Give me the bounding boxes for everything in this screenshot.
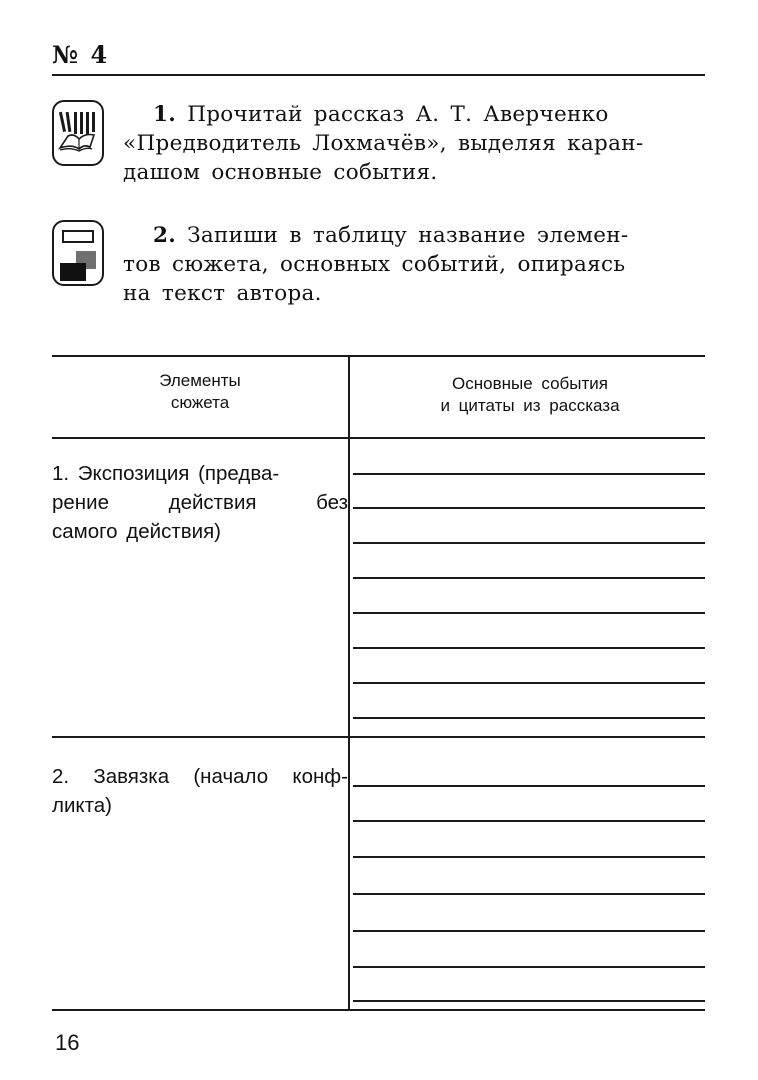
table-top-border xyxy=(52,355,705,357)
answer-line-1-6[interactable] xyxy=(353,647,705,649)
header-plot-elements: Элементы сюжета xyxy=(159,371,241,412)
table-header-bottom-border xyxy=(52,437,705,439)
answer-line-1-2[interactable] xyxy=(353,507,705,509)
answer-line-1-7[interactable] xyxy=(353,682,705,684)
table-bottom-border xyxy=(52,1009,705,1011)
answer-line-1-4[interactable] xyxy=(353,577,705,579)
answer-line-2-4[interactable] xyxy=(353,893,705,895)
answer-line-2-6[interactable] xyxy=(353,966,705,968)
task-2-number: 2. xyxy=(153,223,177,248)
header-rule xyxy=(52,74,705,76)
answer-line-2-1[interactable] xyxy=(353,785,705,787)
read-book-icon xyxy=(52,100,104,166)
table-column-divider xyxy=(348,355,350,1011)
answer-line-1-8[interactable] xyxy=(353,717,705,719)
answer-line-2-5[interactable] xyxy=(353,930,705,932)
task-2-text: 2. Запиши в таблицу название элемен- тов сюжета, основных событий, опираясь на текст автора. xyxy=(123,223,629,306)
page-number: 16 xyxy=(55,1030,80,1055)
answer-line-2-7[interactable] xyxy=(353,1000,705,1002)
task-1-text: 1. Прочитай рассказ А. Т. Аверченко «Предводитель Лохмачёв», выделяя каран- дашом основные события. xyxy=(123,102,644,185)
answer-line-1-1[interactable] xyxy=(353,473,705,475)
row-divider xyxy=(52,736,705,738)
answer-line-1-5[interactable] xyxy=(353,612,705,614)
header-main-events: Основные события и цитаты из рассказа xyxy=(440,374,620,415)
answer-line-2-3[interactable] xyxy=(353,856,705,858)
row-1-label: 1. Экспозиция (предва- рение действия без самого действия) xyxy=(52,462,348,543)
task-1-number: 1. xyxy=(153,102,177,127)
write-table-icon xyxy=(52,220,104,286)
answer-line-1-3[interactable] xyxy=(353,542,705,544)
task-number: № 4 xyxy=(52,40,110,69)
answer-line-2-2[interactable] xyxy=(353,820,705,822)
row-2-label: 2. Завязка (начало конф- ликта) xyxy=(52,765,348,817)
